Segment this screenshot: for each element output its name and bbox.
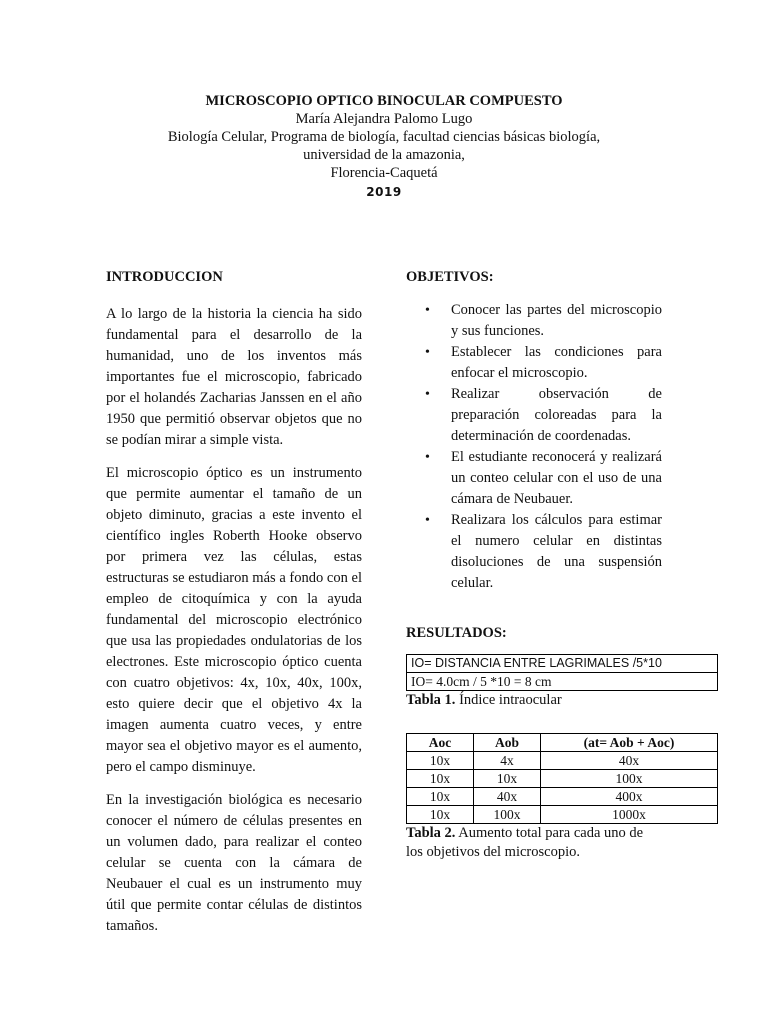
- document-header: [0, 92, 768, 201]
- list-item: [406, 384, 662, 447]
- table1-caption: [406, 691, 662, 710]
- caption-text: Aumento total para cada uno de los objetivos del microscopio.: [406, 825, 644, 860]
- objectives-heading: OBJETIVOS:: [406, 269, 494, 285]
- table-cell: 4x: [474, 752, 541, 770]
- table-cell: 10x: [407, 806, 474, 824]
- objective-text: Realizar observación de preparación coloreadas para la determinación de coordenadas.: [451, 386, 662, 444]
- objectives-list: [406, 300, 662, 594]
- list-item: [406, 510, 662, 594]
- table-cell: 10x: [407, 788, 474, 806]
- caption-label: Tabla 1.: [406, 692, 456, 708]
- author-name: María Alejandra Palomo Lugo: [295, 111, 473, 127]
- bullet-icon: •: [425, 450, 430, 465]
- table-cell: 10x: [407, 770, 474, 788]
- document-title: MICROSCOPIO OPTICO BINOCULAR COMPUESTO: [205, 93, 563, 109]
- bullet-icon: •: [425, 345, 430, 360]
- location: Florencia-Caquetá: [330, 165, 438, 181]
- left-column: [106, 268, 362, 949]
- table2-caption: [406, 824, 662, 862]
- table-cell: 40x: [474, 788, 541, 806]
- caption-label: Tabla 2.: [406, 825, 456, 841]
- table-cell: 10x: [407, 752, 474, 770]
- column-header: Aob: [474, 734, 541, 752]
- objective-text: Realizara los cálculos para estimar el numero celular en distintas disoluciones de una suspensión celular.: [451, 512, 662, 591]
- objective-text: Conocer las partes del microscopio y sus funciones.: [451, 302, 662, 339]
- table-cell: 1000x: [541, 806, 718, 824]
- university: universidad de la amazonia,: [303, 147, 465, 163]
- year: 2019: [366, 185, 402, 199]
- right-column: [406, 268, 675, 862]
- table-row: [407, 770, 718, 788]
- table-cell: 100x: [541, 770, 718, 788]
- table-cell: IO= DISTANCIA ENTRE LAGRIMALES /5*10: [407, 655, 718, 673]
- affiliation: Biología Celular, Programa de biología, facultad ciencias básicas biología,: [167, 129, 601, 145]
- objective-text: Establecer las condiciones para enfocar el microscopio.: [451, 344, 662, 381]
- table-row: [407, 806, 718, 824]
- column-header: Aoc: [407, 734, 474, 752]
- intro-paragraph: A lo largo de la historia la ciencia ha sido fundamental para el desarrollo de la humanidad, uno de los inventos más importantes fue el microscopio, fabricado por el holandés Zacharias Janssen en el año 1950 que permitió observar objetos que no se podían mirar a simple vista.: [106, 306, 362, 448]
- bullet-icon: •: [425, 513, 430, 528]
- table-cell: IO= 4.0cm / 5 *10 = 8 cm: [407, 673, 718, 691]
- intro-paragraph: En la investigación biológica es necesario conocer el número de células presentes en un volumen dado, para realizar el conteo celular se cuenta con la cámara de Neubauer el cual es un instrumento muy útil que permite contar células de distintos tamaños.: [106, 792, 362, 934]
- list-item: [406, 447, 662, 510]
- table-row: [407, 788, 718, 806]
- table-cell: 400x: [541, 788, 718, 806]
- bullet-icon: •: [425, 387, 430, 402]
- objective-text: El estudiante reconocerá y realizará un conteo celular con el uso de una cámara de Neubauer.: [451, 449, 662, 507]
- list-item: [406, 300, 662, 342]
- list-item: [406, 342, 662, 384]
- table-cell: 10x: [474, 770, 541, 788]
- magnification-table: [406, 733, 718, 824]
- column-header: (at= Aob + Aoc): [541, 734, 718, 752]
- results-heading: RESULTADOS:: [406, 625, 507, 641]
- table-row: [407, 655, 718, 673]
- table-header-row: [407, 734, 718, 752]
- caption-text: Índice intraocular: [455, 692, 562, 708]
- bullet-icon: •: [425, 303, 430, 318]
- table-row: [407, 752, 718, 770]
- table-row: [407, 673, 718, 691]
- table-cell: 100x: [474, 806, 541, 824]
- io-table: [406, 654, 718, 691]
- table-cell: 40x: [541, 752, 718, 770]
- intro-paragraph: El microscopio óptico es un instrumento que permite aumentar el tamaño de un objeto diminuto, gracias a este invento el científico ingles Roberth Hooke observo por primera vez las células, estas estructuras se estudiaron más a fondo con el empleo de citoquímica y con la ayuda fundamental del microscopio electrónico que usa las propiedades ondulatorias de los electrones. Este microscopio óptico cuenta con cuatro objetivos: 4x, 10x, 40x, 100x, esto quiere decir que el objetivo 4x la imagen aumenta cuatro veces, y entre mayor sea el objetivo mayor es el aumento, pero el campo disminuye.: [106, 465, 362, 775]
- intro-heading: INTRODUCCION: [106, 269, 223, 285]
